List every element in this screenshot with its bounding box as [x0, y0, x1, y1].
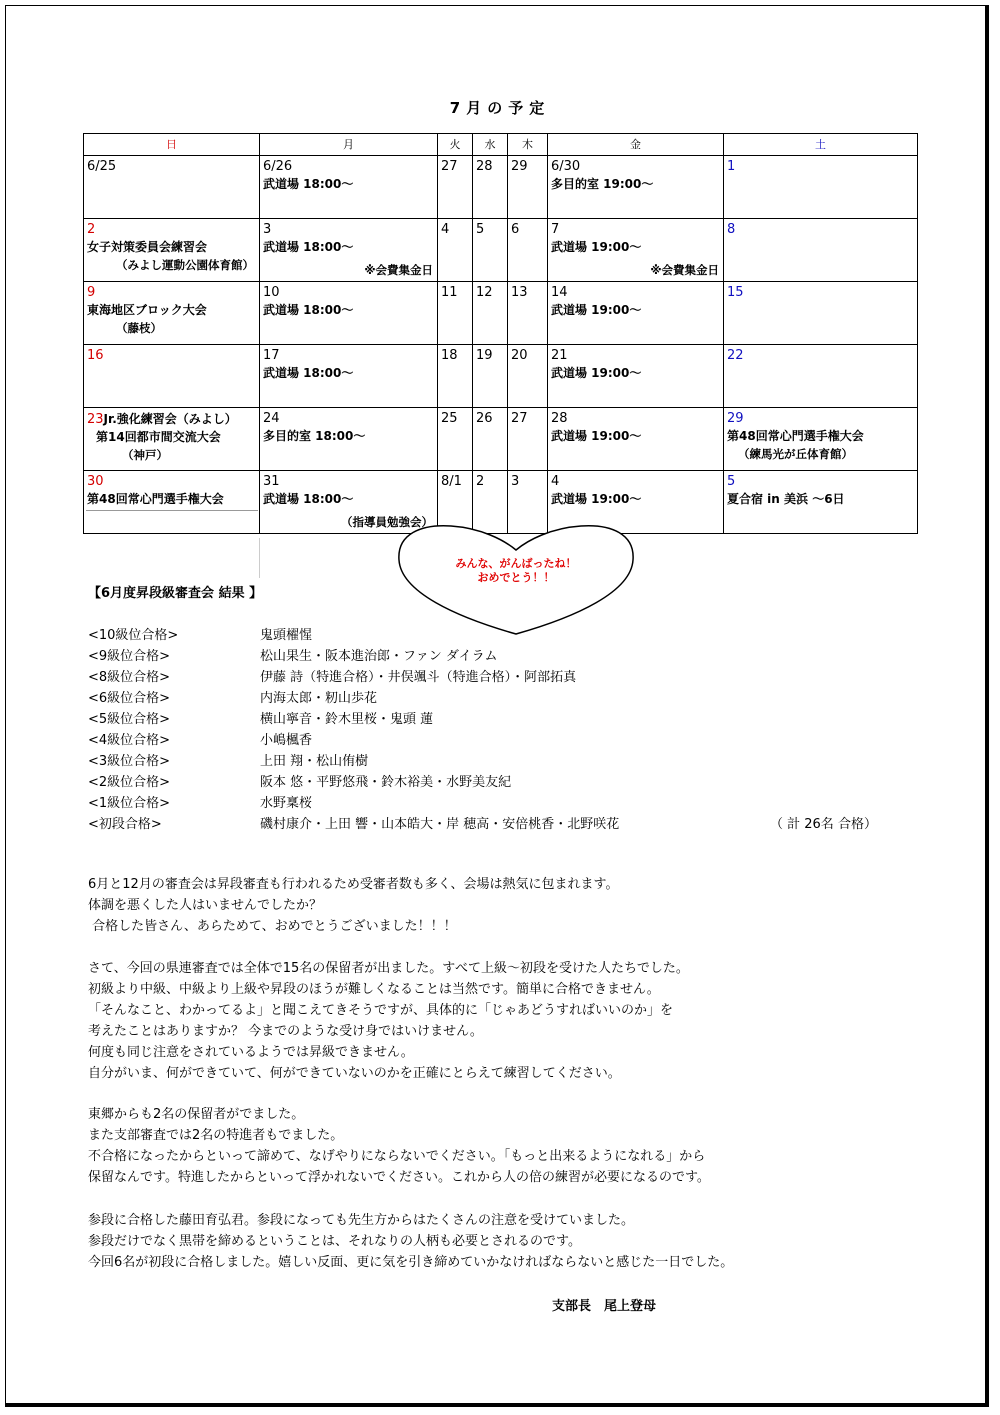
event-text: 第48回常心門選手権大会 — [727, 429, 864, 443]
day-cell-friday — [548, 219, 724, 282]
day-number: 20 — [511, 348, 528, 363]
day-number: 4 — [551, 474, 560, 489]
paragraph-line: 保留なんです。特進したからといって浮かれないでください。これから人の倍の練習が必要になるのです。 — [88, 1170, 710, 1185]
paragraph-line: 参段だけでなく黒帯を締めるということは、それなりの人柄も必要とされるのです。 — [88, 1234, 581, 1249]
paragraph-line: 合格した皆さん、あらためて、おめでとうございました！！！ — [88, 919, 457, 934]
result-names: 鬼頭櫂惺 — [260, 628, 313, 643]
day-cell-monday — [260, 408, 438, 471]
day-number: 21 — [551, 348, 568, 363]
day-number: 5 — [727, 474, 736, 489]
day-cell-monday — [260, 282, 438, 345]
event-text: 武道場 19:00～ — [551, 366, 642, 380]
day-cell-sunday — [84, 282, 260, 345]
result-row — [88, 792, 312, 811]
event-text: 女子対策委員会練習会 — [87, 240, 208, 254]
day-cell-saturday — [724, 408, 918, 471]
result-names: 松山果生・阪本進治郎・ファン ダイラム — [260, 649, 498, 664]
event-header — [84, 408, 259, 428]
day-number: 14 — [551, 285, 568, 300]
result-row — [88, 813, 619, 832]
result-row — [88, 666, 576, 685]
event-text: 武道場 19:00～ — [551, 492, 642, 506]
paragraph-line: 参段に合格した藤田育弘君。参段になっても先生方からはたくさんの注意を受けていました。 — [88, 1213, 635, 1228]
day-cell-sunday — [84, 345, 260, 408]
event-text: 第48回常心門選手権大会 — [87, 492, 224, 506]
result-level: <5級位合格> — [88, 712, 171, 727]
day-cell-sunday — [84, 156, 260, 219]
paragraph-1 — [88, 874, 619, 937]
result-names: 横山寧音・鈴木里桜・鬼頭 蓮 — [260, 712, 434, 727]
day-number: 29 — [727, 411, 744, 426]
calendar-header-row — [84, 134, 918, 156]
day-number: 27 — [511, 411, 528, 426]
day-number: 19 — [476, 348, 493, 363]
paragraph-4 — [88, 1210, 733, 1273]
result-names: 上田 翔・松山侑樹 — [260, 754, 369, 769]
result-level: <2級位合格> — [88, 775, 171, 790]
paragraph-line: さて、今回の県連審査では全体で15名の保留者が出ました。すべて上級～初段を受けた人たちでした。 — [88, 961, 689, 976]
day-number: 31 — [263, 474, 280, 489]
day-number: 7 — [551, 222, 560, 237]
event-text: Jr.強化練習会（みよし） — [103, 412, 237, 426]
day-cell-thursday — [508, 408, 548, 471]
day-number: 2 — [476, 474, 485, 489]
event-note: （指導員勉強会） — [341, 515, 433, 529]
day-cell-sunday — [84, 408, 260, 471]
day-number: 3 — [511, 474, 520, 489]
header-tuesday: 火 — [438, 134, 473, 156]
day-cell-tuesday — [438, 408, 473, 471]
result-names: 伊藤 詩（特進合格）・井俣颯斗（特進合格）・阿部拓真 — [260, 670, 577, 685]
day-cell-saturday — [724, 471, 918, 534]
paragraph-line: 何度も同じ注意をされているようでは昇級できません。 — [88, 1045, 414, 1060]
day-number: 23 — [87, 412, 104, 427]
event-text: 東海地区ブロック大会 — [87, 303, 207, 317]
day-cell-saturday — [724, 219, 918, 282]
day-cell-saturday — [724, 282, 918, 345]
day-cell-monday — [260, 345, 438, 408]
results-total: （ 計 26名 合格） — [770, 817, 877, 832]
day-number: 8 — [727, 222, 736, 237]
day-cell-tuesday — [438, 345, 473, 408]
paragraph-line: 不合格になったからといって諦めて、なげやりにならないでください。「もっと出来るようになれる」から — [88, 1149, 706, 1164]
result-names: 磯村康介・上田 響・山本皓大・岸 穂高・安倍桃香・北野咲花 — [260, 817, 620, 832]
result-level: <9級位合格> — [88, 649, 171, 664]
day-number: 24 — [263, 411, 280, 426]
day-number: 1 — [727, 159, 736, 174]
event-text: 武道場 19:00～ — [551, 429, 642, 443]
day-cell-friday — [548, 345, 724, 408]
day-number: 6 — [511, 222, 520, 237]
event-location: （練馬光が丘体育館） — [738, 447, 853, 461]
day-cell-monday — [260, 156, 438, 219]
day-number: 5 — [476, 222, 485, 237]
day-number: 6/26 — [263, 159, 293, 174]
day-number: 4 — [441, 222, 450, 237]
header-wednesday: 水 — [473, 134, 508, 156]
event-text: 武道場 18:00～ — [263, 303, 354, 317]
day-number: 26 — [476, 411, 493, 426]
header-saturday: 土 — [724, 134, 918, 156]
signature: 支部長 尾上登母 — [552, 1299, 657, 1314]
day-number: 3 — [263, 222, 272, 237]
event-note: ※会費集金日 — [364, 263, 433, 277]
result-row — [88, 729, 312, 748]
paragraph-line: 東郷からも2名の保留者がでました。 — [88, 1107, 305, 1122]
result-level: <8級位合格> — [88, 670, 171, 685]
day-number: 6/25 — [87, 159, 117, 174]
result-row — [88, 750, 368, 769]
day-number: 18 — [441, 348, 458, 363]
paragraph-2 — [88, 958, 689, 1084]
day-number: 22 — [727, 348, 744, 363]
day-cell-tuesday — [438, 282, 473, 345]
day-cell-wednesday — [473, 219, 508, 282]
day-cell-saturday — [724, 156, 918, 219]
paragraph-3 — [88, 1104, 710, 1188]
day-number: 28 — [476, 159, 493, 174]
calendar-week — [84, 345, 918, 408]
day-cell-thursday — [508, 219, 548, 282]
paragraph-line: また支部審査では2名の特進者もでました。 — [88, 1128, 344, 1143]
event-text: 武道場 18:00～ — [263, 240, 354, 254]
calendar-week — [84, 219, 918, 282]
event-text: 夏合宿 in 美浜 ～6日 — [727, 492, 845, 506]
header-monday: 月 — [260, 134, 438, 156]
event-text: 武道場 18:00～ — [263, 366, 354, 380]
result-row — [88, 624, 312, 643]
event-text: 多目的室 18:00～ — [263, 429, 366, 443]
day-cell-tuesday — [438, 156, 473, 219]
calendar-week — [84, 156, 918, 219]
header-thursday: 木 — [508, 134, 548, 156]
paragraph-line: 「そんなこと、わかってるよ」と聞こえてきそうですが、具体的に「じゃあどうすればいいのか」を — [88, 1003, 674, 1018]
event-text: 多目的室 19:00～ — [551, 177, 654, 191]
event-location: （神戸） — [122, 448, 168, 462]
day-cell-sunday — [84, 219, 260, 282]
result-names: 内海太郎・籾山歩花 — [260, 691, 378, 706]
day-number: 13 — [511, 285, 528, 300]
paragraph-line: 体調を悪くした人はいませんでしたか？ — [88, 898, 323, 913]
day-cell-monday — [260, 219, 438, 282]
event-text: 武道場 19:00～ — [551, 303, 642, 317]
event-text: 武道場 18:00～ — [263, 177, 354, 191]
result-level: <3級位合格> — [88, 754, 171, 769]
result-row — [88, 645, 497, 664]
paragraph-line: 6月と12月の審査会は昇段審査も行われるため受審者数も多く、会場は熱気に包まれます。 — [88, 877, 619, 892]
paragraph-line: 今回6名が初段に合格しました。嬉しい反面、更に気を引き締めていかなければならないと感じた一日でした。 — [88, 1255, 734, 1270]
heart-line-2: おめでとう！！ — [477, 571, 555, 584]
result-level: <1級位合格> — [88, 796, 171, 811]
day-cell-tuesday — [438, 219, 473, 282]
result-row — [88, 687, 377, 706]
day-number: 9 — [87, 285, 96, 300]
day-cell-wednesday — [473, 345, 508, 408]
result-level: <初段合格> — [88, 817, 162, 832]
day-number: 30 — [87, 474, 104, 489]
day-cell-friday — [548, 282, 724, 345]
header-sunday: 日 — [84, 134, 260, 156]
day-number: 27 — [441, 159, 458, 174]
day-cell-wednesday — [473, 282, 508, 345]
day-cell-friday — [548, 156, 724, 219]
day-number: 28 — [551, 411, 568, 426]
event-location: （みよし運動公園体育館） — [116, 258, 254, 272]
result-level: <10級位合格> — [88, 628, 179, 643]
result-level: <4級位合格> — [88, 733, 171, 748]
event-text: 武道場 18:00～ — [263, 492, 354, 506]
day-cell-friday — [548, 408, 724, 471]
results-title: 【6月度昇段級審査会 結果 】 — [88, 586, 263, 601]
heart-message — [396, 557, 636, 585]
calendar-week — [84, 408, 918, 471]
day-number: 15 — [727, 285, 744, 300]
ghost-cell-border — [83, 538, 260, 578]
day-cell-wednesday — [473, 408, 508, 471]
event-text: 第14回都市間交流大会 — [96, 430, 221, 444]
day-number: 2 — [87, 222, 96, 237]
day-cell-thursday — [508, 156, 548, 219]
day-cell-sunday — [84, 471, 260, 534]
day-number: 10 — [263, 285, 280, 300]
day-cell-saturday — [724, 345, 918, 408]
day-number: 25 — [441, 411, 458, 426]
day-number: 8/1 — [441, 474, 462, 489]
header-friday: 金 — [548, 134, 724, 156]
day-number: 16 — [87, 348, 104, 363]
day-number: 12 — [476, 285, 493, 300]
paragraph-line: 自分がいま、何ができていて、何ができていないのかを正確にとらえて練習してください。 — [88, 1066, 621, 1081]
result-row — [88, 771, 511, 790]
event-text: 武道場 19:00～ — [551, 240, 642, 254]
cell-underline — [86, 510, 258, 511]
event-note: ※会費集金日 — [650, 263, 719, 277]
result-names: 小嶋楓香 — [260, 733, 313, 748]
day-cell-wednesday — [473, 156, 508, 219]
day-number: 29 — [511, 159, 528, 174]
day-number: 17 — [263, 348, 280, 363]
paragraph-line: 初級より中級、中級より上級や昇段のほうが難しくなることは当然です。簡単に合格できません。 — [88, 982, 660, 997]
result-level: <6級位合格> — [88, 691, 171, 706]
heart-line-1: みんな、がんばったね！ — [455, 557, 577, 570]
page-title: 7月の予定 — [449, 99, 551, 117]
day-number: 6/30 — [551, 159, 581, 174]
event-location: （藤枝） — [116, 321, 162, 335]
day-cell-thursday — [508, 282, 548, 345]
result-names: 水野稟桜 — [260, 796, 313, 811]
result-row — [88, 708, 433, 727]
paragraph-line: 考えたことはありますか？ 今までのような受け身ではいけません。 — [88, 1024, 483, 1039]
calendar-week — [84, 282, 918, 345]
day-cell-thursday — [508, 345, 548, 408]
schedule-calendar — [83, 133, 918, 534]
day-number: 11 — [441, 285, 458, 300]
result-names: 阪本 悠・平野悠飛・鈴木裕美・水野美友紀 — [260, 775, 512, 790]
